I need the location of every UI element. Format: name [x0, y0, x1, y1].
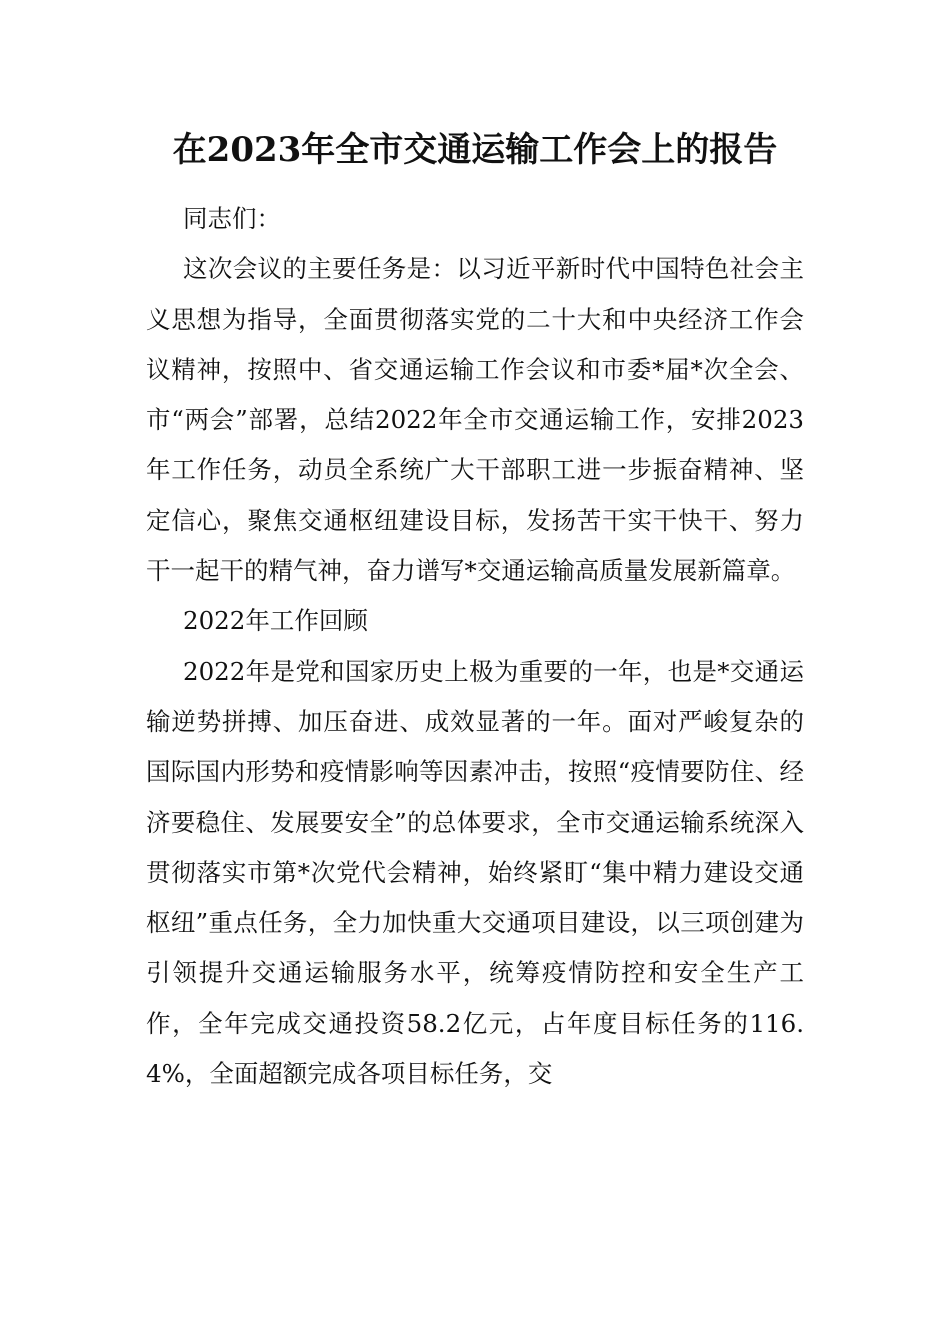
section-heading: 2022年工作回顾	[183, 606, 368, 636]
intro-paragraph: 这次会议的主要任务是：以习近平新时代中国特色社会主义思想为指导，全面贯彻落实党的二十大和中央经济工作会议精神，按照中、省交通运输工作会议和市委*届*次全会、市“两会”部署，总结2022年全市交通运输工作，安排2023年工作任务，动员全系统广大干部职工进一步振奋精神、坚定信心，聚焦交通枢纽建设目标，发扬苦干实干快干、努力干一起干的精气神，奋力谱写*交通运输高质量发展新篇章。	[146, 254, 804, 586]
document-title: 在2023年全市交通运输工作会上的报告	[172, 130, 778, 170]
document-body	[146, 194, 804, 1099]
review-paragraph: 2022年是党和国家历史上极为重要的一年，也是*交通运输逆势拼搏、加压奋进、成效显著的一年。面对严峻复杂的国际国内形势和疫情影响等因素冲击，按照“疫情要防住、经济要稳住、发展要安全”的总体要求，全市交通运输系统深入贯彻落实市第*次党代会精神，始终紧盯“集中精力建设交通枢纽”重点任务，全力加快重大交通项目建设，以三项创建为引领提升交通运输服务水平，统筹疫情防控和安全生产工作，全年完成交通投资58.2亿元，占年度目标任务的116.4%，全面超额完成各项目标任务，交	[146, 656, 804, 1089]
salutation-paragraph: 同志们：	[183, 204, 281, 233]
document-page	[146, 118, 804, 1099]
